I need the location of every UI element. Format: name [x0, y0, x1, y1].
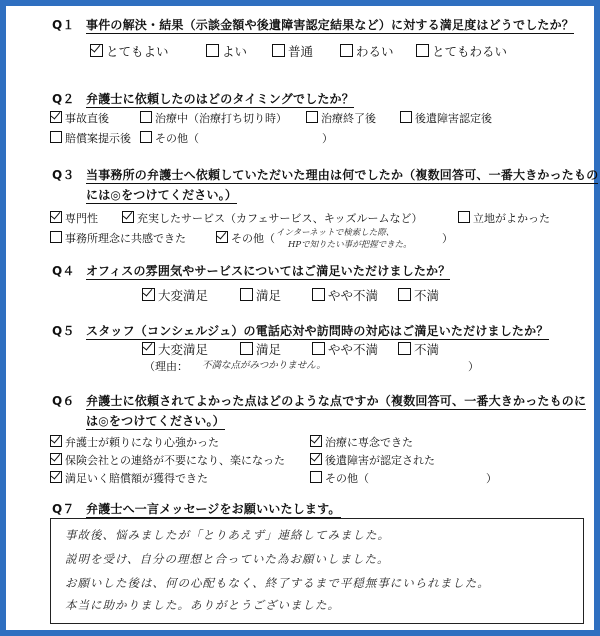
checkbox-checked-icon[interactable] [50, 111, 62, 123]
q5-question [52, 322, 549, 339]
q2-option-label: 治療中（治療打ち切り時） [155, 112, 287, 125]
q7-message-line-4: 本当に助かりました。ありがとうございました。 [65, 598, 340, 612]
q6-option-1[interactable] [50, 434, 219, 450]
q3-handwritten-note-2: HPで知りたい事が把握できた。 [288, 240, 412, 250]
q5-number: Q５ [52, 324, 75, 338]
q3-option-2[interactable] [122, 210, 423, 226]
q5-option-2[interactable] [240, 340, 281, 358]
q2-text: 弁護士に依頼したのはどのタイミングでしたか？ [86, 92, 354, 106]
q5-option-1[interactable] [142, 340, 208, 358]
checkbox-checked-icon[interactable] [50, 435, 62, 447]
q2-other-close: ） [322, 132, 333, 145]
q3-option-label: 専門性 [65, 212, 98, 225]
q1-option-1[interactable] [90, 42, 169, 60]
q2-option-6[interactable] [140, 130, 199, 146]
q2-option-label: その他（ [155, 132, 199, 145]
checkbox-checked-icon[interactable] [216, 231, 228, 243]
q2-option-4[interactable] [400, 110, 492, 126]
q7-message-line-2: 説明を受け、自分の理想と合っていた為お願いしました。 [65, 552, 390, 566]
checkbox-icon[interactable] [312, 342, 325, 355]
checkbox-checked-icon[interactable] [142, 288, 155, 301]
q5-option-3[interactable] [312, 340, 378, 358]
q3-question [52, 166, 598, 183]
checkbox-icon[interactable] [310, 471, 322, 483]
q3-option-5[interactable] [216, 230, 275, 246]
checkbox-icon[interactable] [140, 131, 152, 143]
q6-option-label: 満足いく賠償額が獲得できた [65, 472, 208, 485]
q6-option-4[interactable] [310, 452, 435, 468]
q3-option-4[interactable] [50, 230, 186, 246]
q4-option-3[interactable] [312, 286, 378, 304]
checkbox-icon[interactable] [50, 131, 62, 143]
q6-question-line2 [86, 412, 225, 429]
q5-option-4[interactable] [398, 340, 439, 358]
q4-option-1[interactable] [142, 286, 208, 304]
checkbox-icon[interactable] [340, 44, 353, 57]
checkbox-icon[interactable] [416, 44, 429, 57]
checkbox-checked-icon[interactable] [50, 471, 62, 483]
q5-option-label: やや不満 [328, 342, 379, 357]
checkbox-checked-icon[interactable] [142, 342, 155, 355]
q1-option-label: わるい [356, 44, 394, 59]
q2-option-label: 治療終了後 [321, 112, 376, 125]
q7-message-line-3: お願いした後は、何の心配もなく、終了するまで平穏無事にいられました。 [65, 576, 490, 590]
q4-option-4[interactable] [398, 286, 439, 304]
checkbox-icon[interactable] [272, 44, 285, 57]
survey-sheet [6, 6, 599, 630]
q1-option-label: とてもわるい [432, 44, 508, 59]
checkbox-icon[interactable] [306, 111, 318, 123]
checkbox-checked-icon[interactable] [50, 453, 62, 465]
checkbox-icon[interactable] [240, 342, 253, 355]
q5-reason-handwritten: 不満な点がみつかりません。 [202, 360, 326, 371]
q1-option-label: とてもよい [106, 44, 169, 59]
q7-message-line-1: 事故後、悩みましたが「とりあえず」連絡してみました。 [65, 528, 390, 542]
q6-option-5[interactable] [50, 470, 208, 486]
checkbox-checked-icon[interactable] [50, 211, 62, 223]
checkbox-icon[interactable] [50, 231, 62, 243]
q2-option-label: 後遺障害認定後 [415, 112, 492, 125]
checkbox-checked-icon[interactable] [310, 453, 322, 465]
q4-text: オフィスの雰囲気やサービスについてはご満足いただけましたか？ [86, 264, 451, 278]
q5-option-label: 不満 [414, 342, 440, 357]
q3-question-line2 [86, 186, 237, 203]
q2-option-label: 事故直後 [65, 112, 109, 125]
q5-option-label: 満足 [256, 342, 282, 357]
q1-text: 事件の解決・結果（示談金額や後遺障害認定結果など）に対する満足度はどうでしたか？ [86, 18, 575, 32]
q1-option-4[interactable] [340, 42, 394, 60]
q3-number: Q３ [52, 168, 75, 182]
q2-option-5[interactable] [50, 130, 131, 146]
q3-option-label: 立地がよかった [473, 212, 550, 225]
q1-option-5[interactable] [416, 42, 507, 60]
checkbox-icon[interactable] [400, 111, 412, 123]
q6-option-6[interactable] [310, 470, 369, 486]
q2-question [52, 90, 354, 107]
checkbox-icon[interactable] [206, 44, 219, 57]
q5-option-label: 大変満足 [158, 342, 209, 357]
q4-question [52, 262, 450, 279]
q6-option-2[interactable] [310, 434, 413, 450]
q2-option-2[interactable] [140, 110, 287, 126]
q3-option-label: 事務所理念に共感できた [65, 232, 186, 245]
q6-option-3[interactable] [50, 452, 285, 468]
q5-text: スタッフ（コンシェルジュ）の電話応対や訪問時の対応はご満足いただけましたか？ [86, 324, 549, 338]
checkbox-checked-icon[interactable] [122, 211, 134, 223]
q3-other-close: ） [442, 232, 453, 245]
q3-text-1: 当事務所の弁護士へ依頼していただいた理由は何でしたか（複数回答可、一番大きかったもの [86, 168, 599, 182]
q6-option-label: その他（ [325, 472, 369, 485]
q6-option-label: 後遺障害が認定された [325, 454, 435, 467]
q4-option-2[interactable] [240, 286, 281, 304]
checkbox-icon[interactable] [398, 342, 411, 355]
q3-handwritten-note-1: インターネットで検索した際、 [276, 228, 395, 238]
q2-number: Q２ [52, 92, 75, 106]
q6-text-2: は◎をつけてください。） [86, 414, 225, 428]
checkbox-icon[interactable] [312, 288, 325, 301]
q7-question [52, 500, 341, 517]
checkbox-checked-icon[interactable] [90, 44, 103, 57]
q1-option-label: 普通 [288, 44, 314, 59]
checkbox-checked-icon[interactable] [310, 435, 322, 447]
q7-message-box[interactable] [50, 518, 584, 624]
q1-option-3[interactable] [272, 42, 313, 60]
q3-option-1[interactable] [50, 210, 98, 226]
q6-other-close: ） [486, 472, 497, 485]
checkbox-icon[interactable] [458, 211, 470, 223]
q1-option-label: よい [222, 44, 248, 59]
checkbox-icon[interactable] [398, 288, 411, 301]
q1-number: Q１ [52, 18, 75, 32]
q7-text: 弁護士へ一言メッセージをお願いいたします。 [86, 502, 341, 516]
q3-text-2: には◎をつけてください。） [86, 188, 238, 202]
q4-number: Q４ [52, 264, 75, 278]
q6-question [52, 392, 586, 409]
q1-question [52, 16, 574, 33]
q4-option-label: やや不満 [328, 288, 379, 303]
q2-option-3[interactable] [306, 110, 376, 126]
q6-text-1: 弁護士に依頼されてよかった点はどのような点ですか（複数回答可、一番大きかったものに [86, 394, 587, 408]
q2-option-label: 賠償案提示後 [65, 132, 131, 145]
q6-option-label: 治療に専念できた [325, 436, 413, 449]
checkbox-icon[interactable] [140, 111, 152, 123]
q7-number: Q７ [52, 502, 75, 516]
q6-option-label: 弁護士が頼りになり心強かった [65, 436, 219, 449]
q4-option-label: 不満 [414, 288, 440, 303]
q3-option-label: 充実したサービス（カフェサービス、キッズルームなど） [137, 212, 423, 225]
q3-option-label: その他（ [231, 232, 275, 245]
q1-option-2[interactable] [206, 42, 247, 60]
q5-reason-label: （理由： [144, 360, 188, 373]
q5-reason-close: ） [468, 360, 479, 373]
checkbox-icon[interactable] [240, 288, 253, 301]
q4-option-label: 大変満足 [158, 288, 209, 303]
q3-option-3[interactable] [458, 210, 550, 226]
q6-number: Q６ [52, 394, 75, 408]
q6-option-label: 保険会社との連絡が不要になり、楽になった [65, 454, 285, 467]
q4-option-label: 満足 [256, 288, 282, 303]
q2-option-1[interactable] [50, 110, 109, 126]
